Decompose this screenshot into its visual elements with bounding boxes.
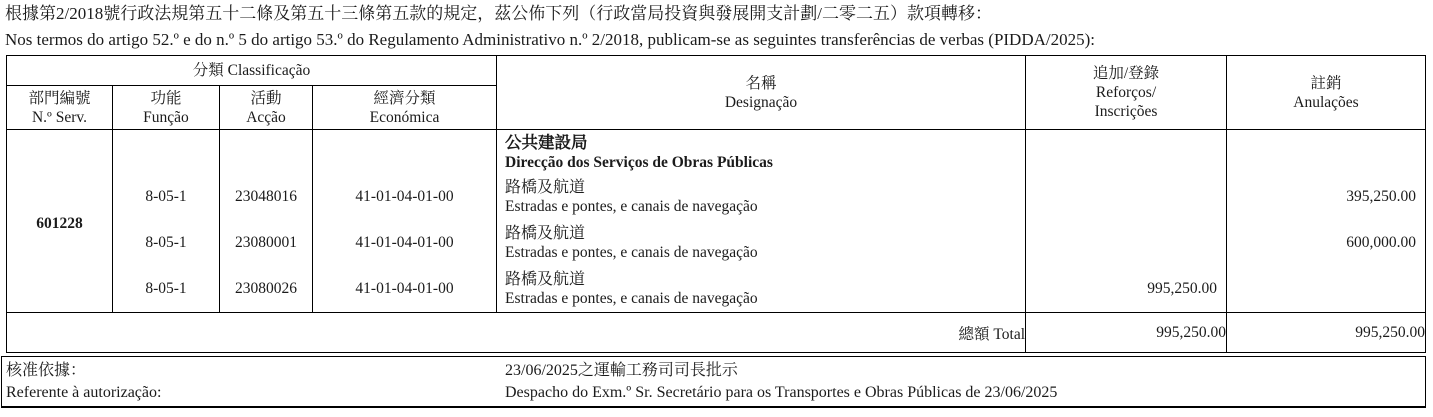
header-reinforcement-zh: 追加/登錄	[1092, 65, 1160, 82]
total-label: 總額 Total	[7, 313, 1026, 353]
body-row	[7, 130, 1426, 313]
authorization-reference-pt: Referente à autorização:	[6, 384, 162, 401]
entry-name: 路橋及航道 Estradas e pontes, e canais de navegação	[505, 271, 758, 307]
total-cancellation: 995,250.00	[1227, 313, 1426, 353]
dept-code-cell	[7, 130, 113, 313]
action-value: 23080001	[235, 234, 297, 251]
header-economic-pt: Económica	[369, 108, 440, 126]
cancellation-value: 395,250.00	[1346, 188, 1417, 205]
authorization-detail-zh: 23/06/2025之運輸工務司司長批示	[505, 362, 738, 379]
authorization-detail-pt: Despacho do Exm.º Sr. Secretário para os Transportes e Obras Públicas de 23/06/2025	[505, 384, 1058, 401]
header-economic	[313, 86, 497, 130]
dept-name-zh: 公共建設局	[505, 133, 588, 152]
authorization-footer	[1, 356, 1426, 408]
header-cancellation-pt: Anulações	[1293, 93, 1359, 111]
header-designation-pt: Designação	[724, 93, 798, 111]
economic-value: 41-01-04-01-00	[355, 234, 454, 251]
action-value: 23080026	[235, 280, 297, 297]
entry-name: 路橋及航道 Estradas e pontes, e canais de navegação	[505, 179, 758, 215]
header-dept	[7, 86, 113, 130]
header-reinforcement-pt1: Reforços/	[1095, 84, 1157, 101]
cancellation-value	[1227, 266, 1425, 312]
designation-cell	[497, 130, 1026, 313]
header-reinforcement-pt2: Inscrições	[1094, 103, 1158, 120]
function-value: 8-05-1	[145, 280, 187, 297]
function-value: 8-05-1	[145, 234, 187, 251]
authorization-reference	[6, 360, 161, 404]
reinforcement-value	[1026, 220, 1226, 266]
header-cancellation	[1227, 56, 1426, 130]
cancellation-value: 600,000.00	[1346, 234, 1417, 251]
header-action-zh: 活動	[250, 89, 282, 107]
authorization-reference-zh: 核准依據：	[6, 362, 87, 379]
header-function-pt: Função	[143, 108, 189, 126]
header-dept-zh: 部門編號	[28, 89, 91, 107]
entry-name: 路橋及航道 Estradas e pontes, e canais de navegação	[505, 225, 758, 261]
economic-value: 41-01-04-01-00	[355, 188, 454, 205]
header-dept-pt: N.º Serv.	[31, 108, 88, 126]
action-cell	[220, 130, 313, 313]
cancellation-cell	[1227, 130, 1426, 313]
total-reinforcement: 995,250.00	[1026, 313, 1227, 353]
economic-value: 41-01-04-01-00	[355, 280, 454, 297]
header-action-pt: Acção	[246, 108, 286, 126]
header-designation-zh: 名稱	[745, 74, 777, 92]
transfer-table	[6, 55, 1426, 353]
header-cancellation-zh: 註銷	[1310, 74, 1342, 92]
action-value: 23048016	[235, 188, 297, 205]
header-economic-zh: 經濟分類	[373, 89, 436, 107]
dept-name-pt: Direcção dos Serviços de Obras Públicas	[505, 154, 773, 171]
header-row-1	[7, 56, 1426, 86]
header-function-zh: 功能	[150, 89, 182, 107]
function-cell	[113, 130, 220, 313]
reinforcement-value: 995,250.00	[1147, 280, 1218, 297]
reinforcement-value	[1026, 174, 1226, 220]
header-function	[113, 86, 220, 130]
header-classification: 分類 Classificação	[7, 56, 497, 86]
intro-line-zh: 根據第2/2018號行政法規第五十二條及第五十三條第五款的規定，茲公佈下列（行政當局投資與發展開支計劃/二零二五）款項轉移：	[5, 4, 992, 23]
header-designation	[497, 56, 1026, 130]
reinforcement-cell	[1026, 130, 1227, 313]
intro-line-pt: Nos termos do artigo 52.º e do n.º 5 do artigo 53.º do Regulamento Administrativo n.º 2/2018, publicam-se as seguintes transferências de verbas (PIDDA/2025):	[5, 30, 1095, 49]
header-reinforcement	[1026, 56, 1227, 130]
header-action	[220, 86, 313, 130]
dept-code: 601228	[36, 214, 83, 232]
total-row	[7, 313, 1426, 353]
authorization-detail	[505, 360, 1057, 404]
function-value: 8-05-1	[145, 188, 187, 205]
economic-cell	[313, 130, 497, 313]
